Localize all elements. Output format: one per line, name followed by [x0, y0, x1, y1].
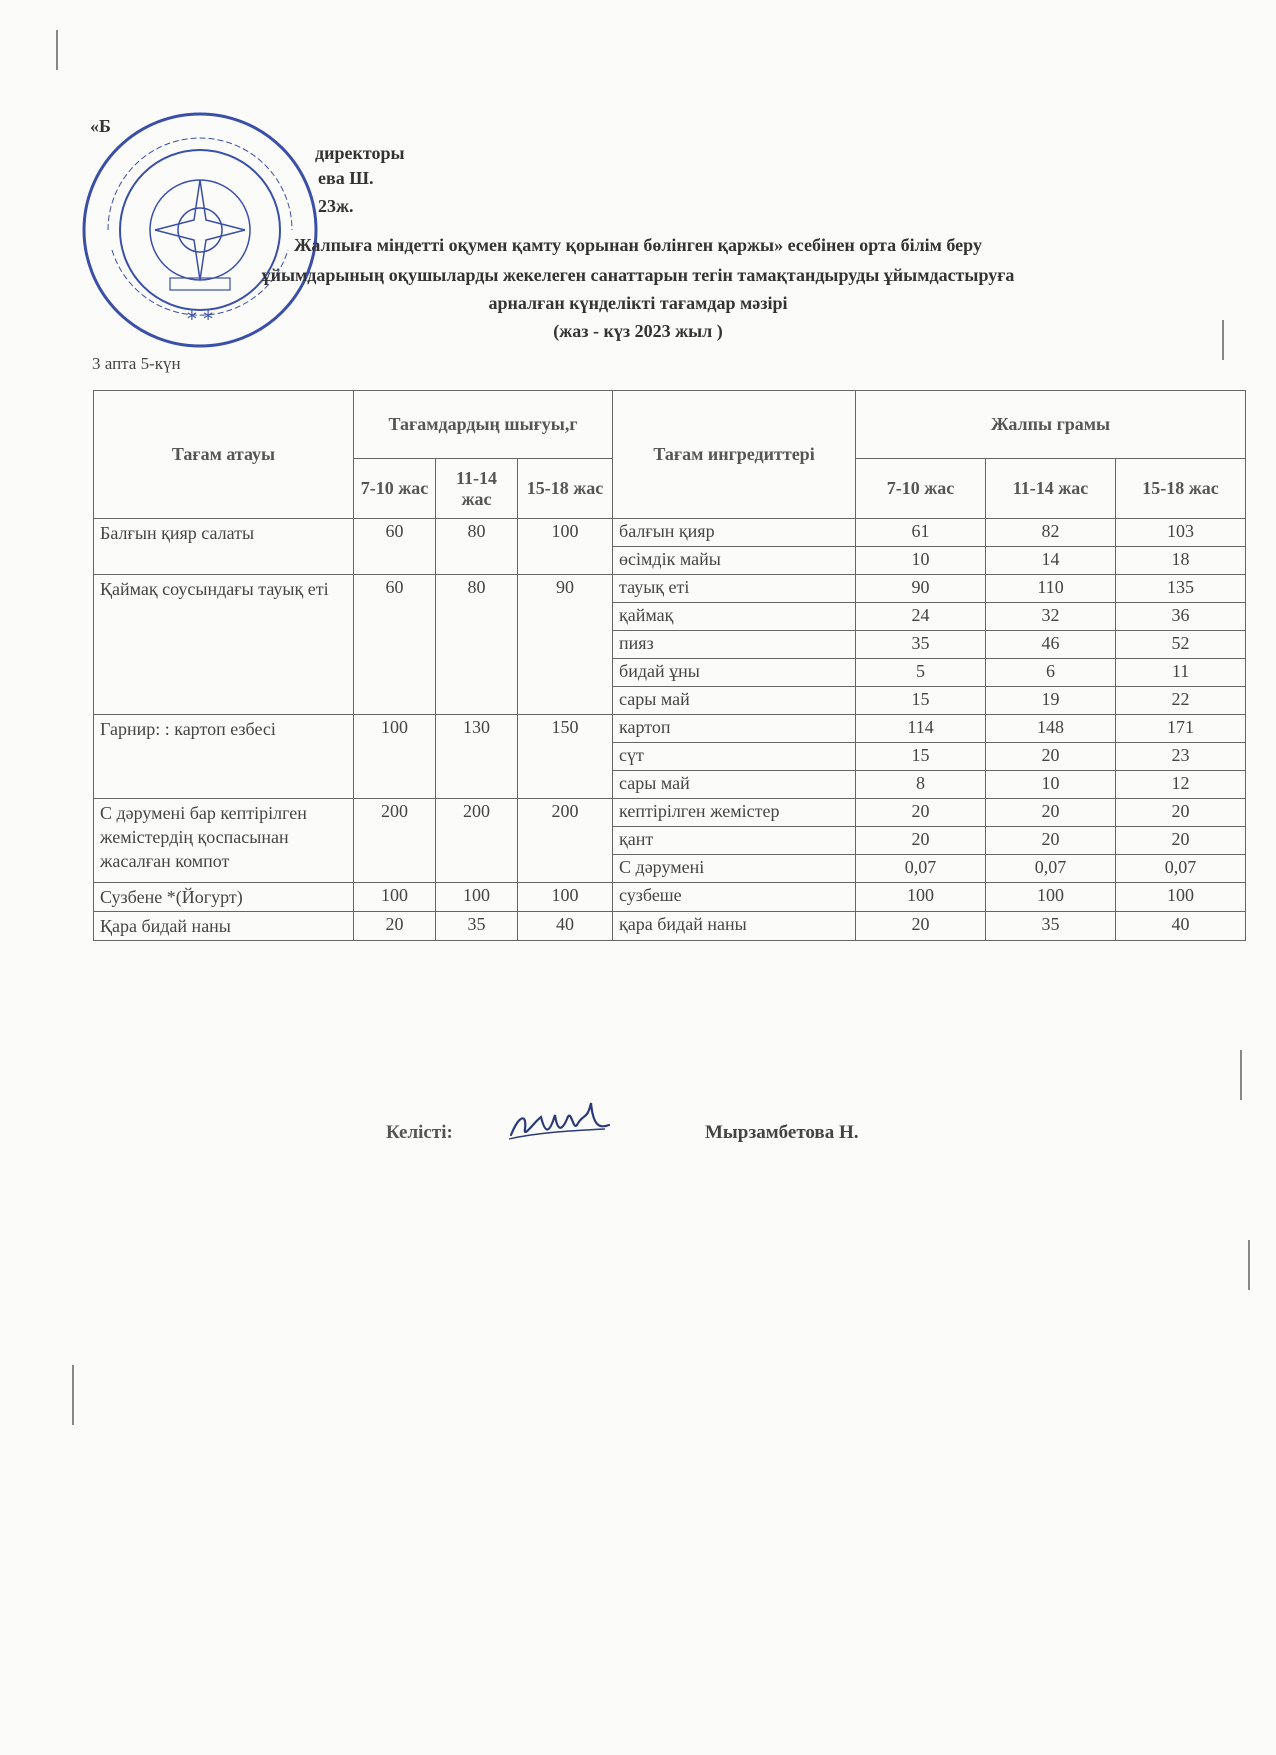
ingredient-grams: 5 — [856, 659, 986, 687]
approval-line-1: «Б — [90, 116, 111, 136]
header-yield-age: 11-14 жас — [436, 459, 518, 519]
ingredient-grams: 46 — [986, 631, 1116, 659]
ingredient-grams: 12 — [1116, 771, 1246, 799]
dish-yield: 90 — [518, 575, 613, 715]
dish-yield: 100 — [436, 883, 518, 912]
scan-artifact-left-bottom — [72, 1365, 74, 1425]
handwritten-signature — [505, 1095, 615, 1150]
ingredient-grams: 100 — [856, 883, 986, 912]
ingredient-grams: 32 — [986, 603, 1116, 631]
header-dish-name: Тағам атауы — [94, 391, 354, 519]
dish-yield: 40 — [518, 912, 613, 941]
ingredient-name: бидай ұны — [613, 659, 856, 687]
ingredient-grams: 24 — [856, 603, 986, 631]
svg-text:* *: * * — [186, 307, 214, 331]
dish-yield: 80 — [436, 519, 518, 575]
ingredient-grams: 36 — [1116, 603, 1246, 631]
dish-name: Сузбене *(Йогурт) — [94, 883, 354, 912]
ingredient-grams: 20 — [856, 799, 986, 827]
ingredient-grams: 19 — [986, 687, 1116, 715]
table-row — [94, 883, 1246, 912]
dish-yield: 200 — [518, 799, 613, 883]
ingredient-grams: 110 — [986, 575, 1116, 603]
table-row — [94, 715, 1246, 743]
ingredient-grams: 0,07 — [986, 855, 1116, 883]
header-gross-age: 11-14 жас — [986, 459, 1116, 519]
header-yield-age: 7-10 жас — [354, 459, 436, 519]
dish-yield: 100 — [354, 883, 436, 912]
ingredient-grams: 100 — [1116, 883, 1246, 912]
agreed-label: Келісті: — [386, 1122, 453, 1143]
ingredient-name: балғын қияр — [613, 519, 856, 547]
document-title-line-2: ұйымдарының оқушыларды жекелеген санаттарын тегін тамақтандыруды ұйымдастыруға — [261, 265, 1015, 285]
ingredient-name: қант — [613, 827, 856, 855]
ingredient-grams: 90 — [856, 575, 986, 603]
table-row — [94, 519, 1246, 547]
ingredient-grams: 20 — [856, 912, 986, 941]
ingredient-grams: 61 — [856, 519, 986, 547]
header-yield: Тағамдардың шығуы,г — [354, 391, 613, 459]
table-row — [94, 912, 1246, 941]
ingredient-grams: 148 — [986, 715, 1116, 743]
ingredient-grams: 23 — [1116, 743, 1246, 771]
ingredient-grams: 18 — [1116, 547, 1246, 575]
document-title-line-4: (жаз - күз 2023 жыл ) — [553, 321, 723, 341]
ingredient-grams: 40 — [1116, 912, 1246, 941]
ingredient-grams: 20 — [986, 827, 1116, 855]
week-day-label: 3 апта 5-күн — [92, 354, 181, 373]
ingredient-grams: 6 — [986, 659, 1116, 687]
ingredient-name: сары май — [613, 771, 856, 799]
header-gross-weight: Жалпы грамы — [856, 391, 1246, 459]
ingredient-grams: 52 — [1116, 631, 1246, 659]
ingredient-grams: 114 — [856, 715, 986, 743]
dish-yield: 200 — [354, 799, 436, 883]
ingredient-grams: 82 — [986, 519, 1116, 547]
ingredient-grams: 20 — [986, 743, 1116, 771]
ingredient-name: пияз — [613, 631, 856, 659]
dish-yield: 150 — [518, 715, 613, 799]
dish-name: Қаймақ соусындағы тауық еті — [94, 575, 354, 715]
header-yield-age: 15-18 жас — [518, 459, 613, 519]
dish-yield: 35 — [436, 912, 518, 941]
ingredient-grams: 15 — [856, 743, 986, 771]
ingredient-grams: 15 — [856, 687, 986, 715]
dish-name: С дәрумені бар кептірілген жемістердің қоспасынан жасалған компот — [94, 799, 354, 883]
dish-name: Гарнир: : картоп езбесі — [94, 715, 354, 799]
ingredient-grams: 0,07 — [856, 855, 986, 883]
scan-artifact-right-2 — [1240, 1050, 1242, 1100]
scan-artifact-right-3 — [1248, 1240, 1250, 1290]
dish-yield: 100 — [354, 715, 436, 799]
dish-yield: 100 — [518, 883, 613, 912]
document-title-line-3: арналған күнделікті тағамдар мәзірі — [488, 293, 788, 313]
table-row — [94, 799, 1246, 827]
ingredient-grams: 20 — [1116, 827, 1246, 855]
dish-yield: 80 — [436, 575, 518, 715]
ingredient-grams: 14 — [986, 547, 1116, 575]
dish-yield: 130 — [436, 715, 518, 799]
ingredient-grams: 171 — [1116, 715, 1246, 743]
ingredient-grams: 8 — [856, 771, 986, 799]
ingredient-name: С дәрумені — [613, 855, 856, 883]
approval-line-4: 23ж. — [318, 196, 354, 216]
menu-table — [93, 390, 1246, 941]
ingredient-grams: 10 — [986, 771, 1116, 799]
document-title-line-1: Жалпыға міндетті оқумен қамту қорынан бөлінген қаржы» есебінен орта білім беру — [294, 235, 982, 255]
ingredient-name: сары май — [613, 687, 856, 715]
ingredient-grams: 0,07 — [1116, 855, 1246, 883]
dish-yield: 20 — [354, 912, 436, 941]
header-gross-age: 7-10 жас — [856, 459, 986, 519]
ingredient-name: өсімдік майы — [613, 547, 856, 575]
dish-name: Балғын қияр салаты — [94, 519, 354, 575]
ingredient-grams: 35 — [856, 631, 986, 659]
dish-yield: 200 — [436, 799, 518, 883]
ingredient-grams: 22 — [1116, 687, 1246, 715]
table-row — [94, 575, 1246, 603]
ingredient-name: қаймақ — [613, 603, 856, 631]
approval-line-3: ева Ш. — [318, 168, 374, 188]
ingredient-name: тауық еті — [613, 575, 856, 603]
ingredient-grams: 20 — [1116, 799, 1246, 827]
ingredient-grams: 20 — [856, 827, 986, 855]
scan-artifact-left-top — [56, 30, 58, 70]
dish-yield: 60 — [354, 575, 436, 715]
dish-yield: 60 — [354, 519, 436, 575]
ingredient-grams: 35 — [986, 912, 1116, 941]
ingredient-grams: 20 — [986, 799, 1116, 827]
signer-name: Мырзамбетова Н. — [705, 1122, 859, 1143]
ingredient-grams: 135 — [1116, 575, 1246, 603]
dish-name: Қара бидай наны — [94, 912, 354, 941]
ingredient-name: картоп — [613, 715, 856, 743]
ingredient-name: сузбеше — [613, 883, 856, 912]
ingredient-grams: 10 — [856, 547, 986, 575]
approval-line-2: директоры — [315, 143, 405, 163]
ingredient-name: кептірілген жемістер — [613, 799, 856, 827]
ingredient-name: қара бидай наны — [613, 912, 856, 941]
ingredient-grams: 103 — [1116, 519, 1246, 547]
dish-yield: 100 — [518, 519, 613, 575]
ingredient-grams: 100 — [986, 883, 1116, 912]
header-ingredients: Тағам ингредиттері — [613, 391, 856, 519]
ingredient-grams: 11 — [1116, 659, 1246, 687]
header-gross-age: 15-18 жас — [1116, 459, 1246, 519]
ingredient-name: сүт — [613, 743, 856, 771]
